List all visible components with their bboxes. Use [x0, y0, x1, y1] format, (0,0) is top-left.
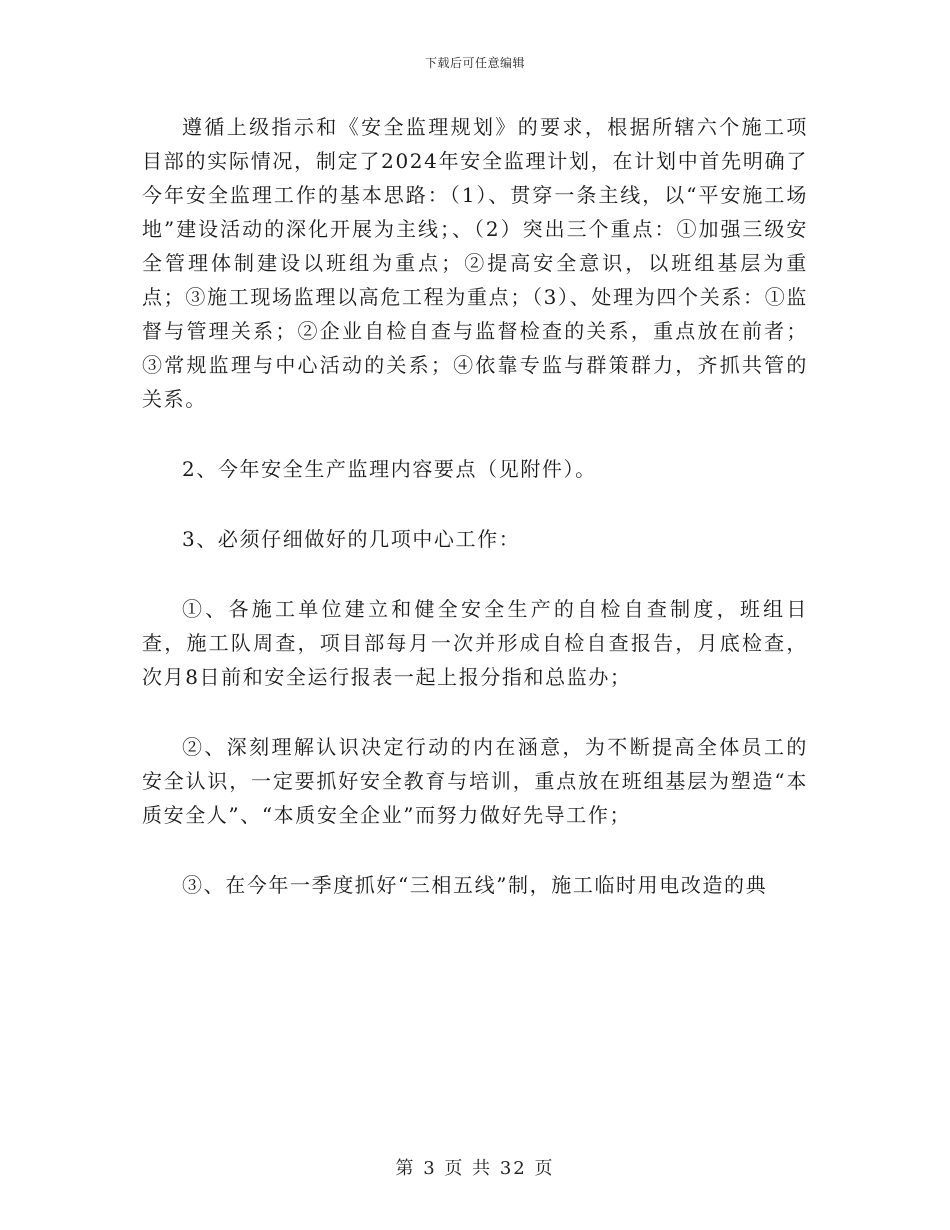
paragraph-central-work: 3、必须仔细做好的几项中心工作： — [182, 527, 521, 551]
page-header: 下载后可任意编辑 — [424, 56, 525, 70]
document-body — [142, 110, 808, 902]
paragraph-item-2: ②、深刻理解认识决定行动的内在涵意，为不断提高全体员工的安全认识，一定要抓好安全教育与培训，重点放在班组基层为塑造“本质安全人”、“本质安全企业”而努力做好先导工作； — [142, 735, 808, 827]
paragraph-item-1: ①、各施工单位建立和健全安全生产的自检自查制度，班组日查，施工队周查，项目部每月一次并形成自检自查报告，月底检查，次月8日前和安全运行报表一起上报分指和总监办； — [142, 597, 808, 689]
paragraph-item-3: ③、在今年一季度抓好“三相五线”制，施工临时用电改造的典 — [182, 873, 768, 897]
paragraph-key-points: 2、今年安全生产监理内容要点（见附件）。 — [182, 457, 597, 481]
page-number: 第 3 页 共 32 页 — [395, 1158, 555, 1179]
paragraph-safety-plan: 遵循上级指示和《安全监理规划》的要求，根据所辖六个施工项目部的实际情况，制定了2024年安全监理计划，在计划中首先明确了今年安全监理工作的基本思路：（1）、贯穿一条主线，以“平安施工场地”建设活动的深化开展为主线；、（2）突出三个重点：①加强三级安全管理体制建设以班组为重点；②提高安全意识，以班组基层为重点；③施工现场监理以高危工程为重点；（3）、处理为四个关系：①监督与管理关系；②企业自检自查与监督检查的关系，重点放在前者；③常规监理与中心活动的关系；④依靠专监与群策群力，齐抓共管的关系。 — [142, 115, 808, 411]
